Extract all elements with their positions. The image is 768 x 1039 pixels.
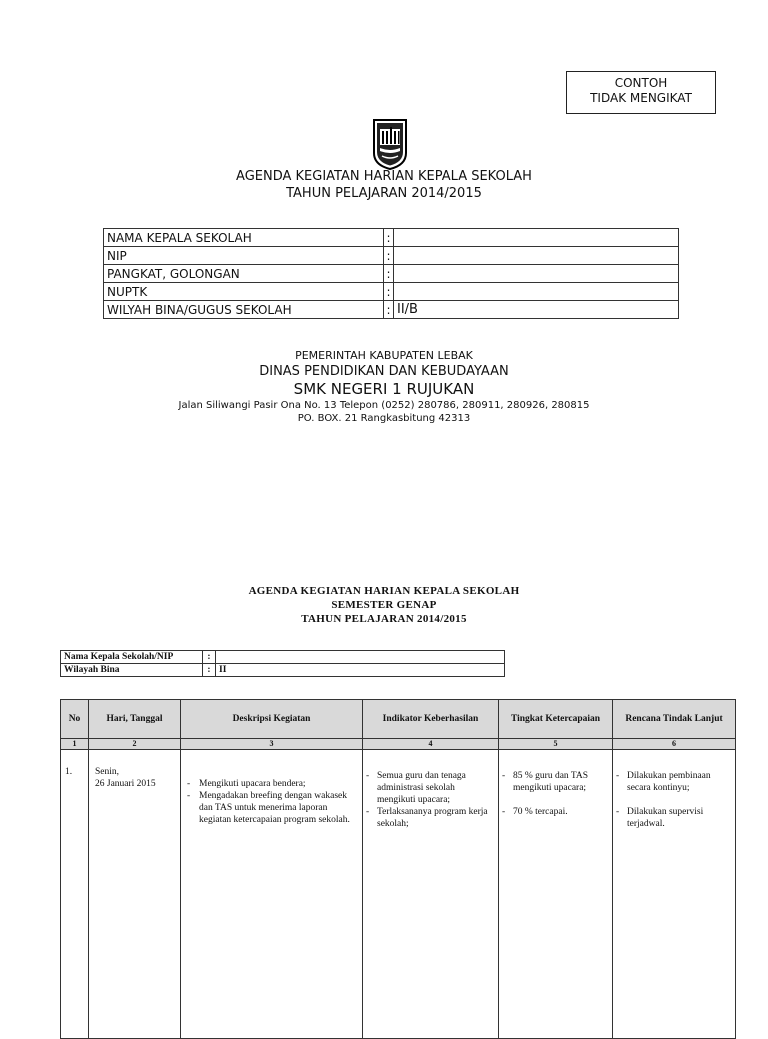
agenda-title-line-2: SEMESTER GENAP [331, 599, 437, 611]
info-value [394, 283, 679, 301]
description-item: - Mengikuti upacara bendera; [185, 778, 358, 790]
column-header: Deskripsi Kegiatan [181, 700, 363, 739]
letterhead-department: DINAS PENDIDIKAN DAN KEBUDAYAAN [259, 364, 509, 379]
followup-item: - Dilakukan pembinaan secara kontinyu; [619, 770, 731, 794]
column-header: Rencana Tindak Lanjut [613, 700, 736, 739]
info-colon: : [384, 247, 394, 265]
table-row [104, 229, 679, 247]
column-number: 4 [363, 739, 499, 750]
row-indicator-cell [363, 750, 499, 1039]
letterhead-pobox: PO. BOX. 21 Rangkasbitung 42313 [297, 413, 471, 424]
achievement-item: - 85 % guru dan TAS mengikuti upacara; [505, 770, 608, 794]
agenda-title-line-1: AGENDA KEGIATAN HARIAN KEPALA SEKOLAH [248, 585, 520, 597]
info-label: Wilayah Bina [61, 664, 203, 677]
table-row [104, 265, 679, 283]
info-label: Nama Kepala Sekolah/NIP [61, 651, 203, 664]
column-number: 1 [61, 739, 89, 750]
info-value: II/B [394, 301, 679, 319]
info-label: NUPTK [104, 283, 384, 301]
row-day: Senin, [95, 767, 120, 777]
row-number [61, 750, 89, 1039]
indicator-item: - Semua guru dan tenaga administrasi sekolah mengikuti upacara; [369, 770, 494, 806]
row-date: 26 Januari 2015 [95, 779, 156, 789]
info-colon: : [203, 651, 216, 664]
followup-item: - Dilakukan supervisi terjadwal. [619, 806, 731, 830]
column-header: No [61, 700, 89, 739]
info-value [394, 265, 679, 283]
column-header: Indikator Keberhasilan [363, 700, 499, 739]
column-number: 3 [181, 739, 363, 750]
info-label: NIP [104, 247, 384, 265]
info-colon: : [384, 301, 394, 319]
row-date-cell [89, 750, 181, 1039]
description-item: - Mengadakan breefing dengan wakasek dan TAS untuk menerima laporan kegiatan ketercapaian program sekolah. [185, 790, 358, 826]
letterhead-school: SMK NEGERI 1 RUJUKAN [293, 380, 475, 398]
table-row [104, 247, 679, 265]
info-value [394, 229, 679, 247]
table-row [61, 651, 505, 664]
info-value [216, 651, 505, 664]
agenda-table [60, 699, 736, 1039]
agenda-info-table [60, 650, 505, 677]
sample-stamp [566, 71, 716, 114]
column-number: 5 [499, 739, 613, 750]
column-header: Tingkat Ketercapaian [499, 700, 613, 739]
row-achievement-cell [499, 750, 613, 1039]
info-value: II [216, 664, 505, 677]
column-header: Hari, Tanggal [89, 700, 181, 739]
info-colon: : [384, 229, 394, 247]
title-line-1: AGENDA KEGIATAN HARIAN KEPALA SEKOLAH [236, 169, 532, 184]
info-label: PANGKAT, GOLONGAN [104, 265, 384, 283]
stamp-line-1: CONTOH [614, 76, 668, 90]
agenda-title-line-3: TAHUN PELAJARAN 2014/2015 [301, 613, 467, 625]
table-row [104, 283, 679, 301]
info-label: WILYAH BINA/GUGUS SEKOLAH [104, 301, 384, 319]
row-followup-cell [613, 750, 736, 1039]
row-number-text: 1. [65, 767, 73, 777]
principal-info-table [103, 228, 679, 319]
document-title [0, 168, 768, 202]
indicator-item: - Terlaksananya program kerja sekolah; [369, 806, 494, 830]
letterhead-government: PEMERINTAH KABUPATEN LEBAK [295, 349, 473, 362]
table-row [61, 750, 736, 1039]
agenda-title [0, 584, 768, 626]
table-header-row [61, 700, 736, 739]
column-number: 2 [89, 739, 181, 750]
info-colon: : [384, 265, 394, 283]
title-line-2: TAHUN PELAJARAN 2014/2015 [286, 186, 482, 201]
row-description-cell [181, 750, 363, 1039]
info-label: NAMA KEPALA SEKOLAH [104, 229, 384, 247]
letterhead-address: Jalan Siliwangi Pasir Ona No. 13 Telepon (0252) 280786, 280911, 280926, 280815 [178, 400, 590, 411]
regency-crest-icon [371, 117, 409, 171]
achievement-item: - 70 % tercapai. [505, 806, 608, 818]
table-row [61, 664, 505, 677]
table-row [104, 301, 679, 319]
column-number-row [61, 739, 736, 750]
column-number: 6 [613, 739, 736, 750]
info-value [394, 247, 679, 265]
stamp-line-2: TIDAK MENGIKAT [590, 91, 692, 105]
info-colon: : [384, 283, 394, 301]
info-colon: : [203, 664, 216, 677]
